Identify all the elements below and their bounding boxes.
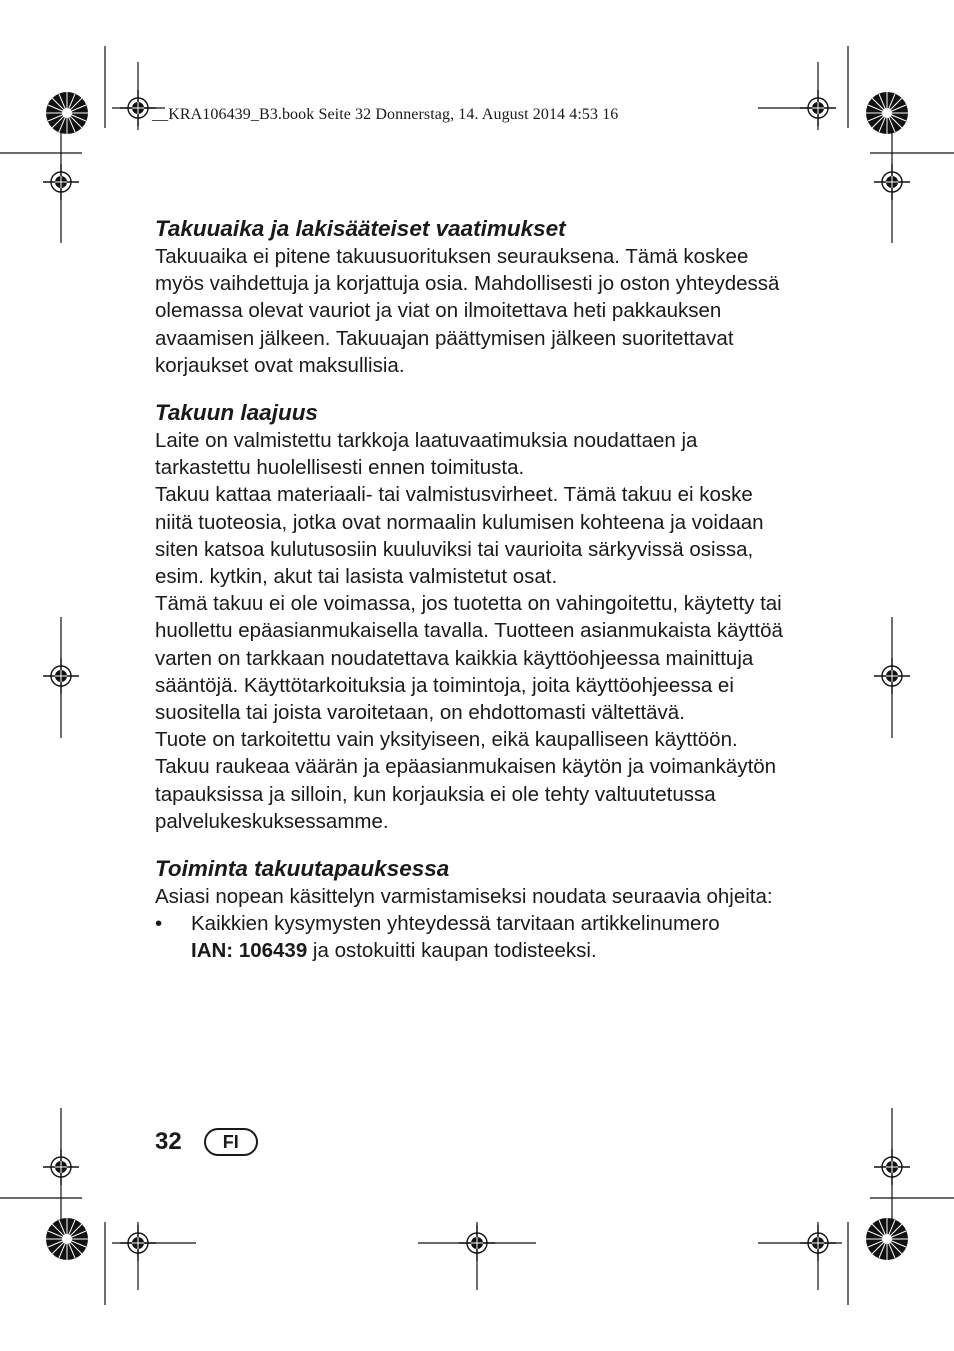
section-heading: Toiminta takuutapauksessa: [155, 856, 450, 882]
page-number: 32: [155, 1128, 182, 1155]
paragraph: Tämä takuu ei ole voimassa, jos tuotetta on vahingoitettu, käytetty tai huollettu epäasianmukaisella tavalla. Tuotteen asianmukaista käyttöä varten on tarkkaan noudatettava kaikkia käyttöohjeessa mainittuja sääntöjä. Käyttötarkoituksia ja toimintoja, joita käyttöohjeessa ei suositella tai joista varoitetaan, on ehdottomasti vältettävä.: [155, 592, 783, 725]
print-file-info: __KRA106439_B3.book Seite 32 Donnerstag, 14. August 2014 4:53 16: [152, 106, 619, 123]
section-warranty-claim: [155, 855, 785, 965]
paragraph: Tuote on tarkoitettu vain yksityiseen, eikä kaupalliseen käyttöön. Takuu raukeaa väärän ja epäasianmukaisen käytön ja voimankäytön tapauksissa ja silloin, kun korjauksia ei ole tehty valtuutetussa palvelukeskuksessamme.: [155, 728, 777, 833]
section-heading: Takuun laajuus: [155, 400, 318, 426]
language-badge: FI: [204, 1128, 258, 1156]
paragraph: Takuu kattaa materiaali- tai valmistusvirheet. Tämä takuu ei koske niitä tuoteosia, jotka ovat normaalin kulumisen kohteena ja voidaan siten katsoa kulutusosiin kuuluviksi tai vaurioita särkyvissä osissa, esim. kytkin, akut tai lasista valmistetut osat.: [155, 483, 764, 589]
bullet-icon: •: [155, 912, 163, 936]
paragraph: Asiasi nopean käsittelyn varmistamiseksi noudata seuraavia ohjeita:: [155, 885, 773, 909]
section-warranty-scope: [155, 399, 785, 835]
section-warranty-period: [155, 215, 785, 379]
paragraph: Laite on valmistettu tarkkoja laatuvaatimuksia noudattaen ja tarkastettu huolellisesti ennen toimitusta.: [155, 429, 698, 480]
bullet-text: Kaikkien kysymysten yhteydessä tarvitaan artikkelinumero: [191, 912, 720, 936]
page-content: [155, 215, 785, 985]
ian-number: IAN: 106439: [191, 939, 308, 963]
paragraph: Takuuaika ei pitene takuusuorituksen seurauksena. Tämä koskee myös vaihdettuja ja korjattuja osia. Mahdollisesti jo oston yhteydessä olemassa olevat vauriot ja viat on ilmoitettava heti pakkauksen avaamisen jälkeen. Takuuajan päättymisen jälkeen suoritettavat korjaukset ovat maksullisia.: [155, 245, 780, 377]
bullet-text-end: ja ostokuitti kaupan todisteeksi.: [307, 939, 597, 963]
section-heading: Takuuaika ja lakisääteiset vaatimukset: [155, 216, 566, 241]
page-footer: [155, 1126, 258, 1158]
bullet-item: [155, 910, 785, 964]
